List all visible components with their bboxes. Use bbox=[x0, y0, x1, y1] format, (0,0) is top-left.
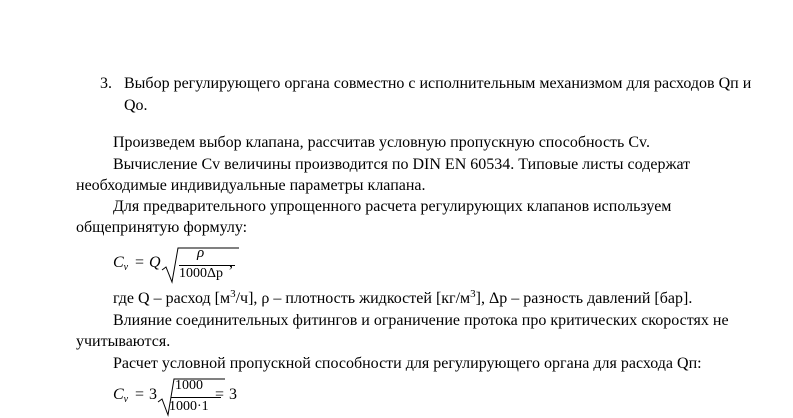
paragraph-valve-choice: Произведем выбор клапана, рассчитав условную пропускную способность Cv. bbox=[113, 134, 650, 151]
section-number: 3. bbox=[100, 75, 112, 92]
paragraph-formula-intro-line2: общепринятую формулу: bbox=[76, 219, 248, 236]
formula1-comma: , bbox=[229, 254, 233, 271]
section-title-line2: Qо. bbox=[124, 97, 148, 114]
formula1-numerator: ρ bbox=[197, 245, 205, 261]
paragraph-cv-qp-intro: Расчет условной пропускной способности для регулирующего органа для расхода Qп: bbox=[113, 355, 702, 372]
formula2-numerator: 1000 bbox=[175, 378, 203, 393]
paragraph-fittings-line1: Влияние соединительных фитингов и ограничение протока про критических скоростях не bbox=[113, 312, 729, 329]
paragraph-formula-intro-line1: Для предварительного упрощенного расчета регулирующих клапанов используем bbox=[113, 198, 672, 215]
formula1-eq: = bbox=[135, 254, 145, 271]
paragraph-cv-calc-line2: необходимые индивидуальные параметры клапана. bbox=[76, 177, 426, 194]
section-title-line1: Выбор регулирующего органа совместно с исполнительным механизмом для расходов Qп и bbox=[124, 75, 752, 92]
superscript-cubic-1: 3 bbox=[230, 288, 236, 300]
formula2-result: 3 bbox=[229, 386, 237, 403]
formula2-factor: 3 bbox=[149, 386, 157, 403]
paragraph-cv-calc-line1: Вычисление Cv величины производится по DIN EN 60534. Типовые листы содержат bbox=[113, 156, 691, 173]
formula2-lhs: $C_v$ bbox=[113, 386, 129, 405]
formula2-denominator: 1000·1 bbox=[169, 399, 209, 414]
formula1-factor: Q bbox=[149, 254, 161, 271]
superscript-cubic-2: 3 bbox=[470, 288, 476, 300]
formula2-eq: = bbox=[135, 386, 145, 403]
paragraph-fittings-line2: учитываются. bbox=[76, 333, 171, 350]
formula2-result-eq: = bbox=[215, 386, 225, 403]
formula1-lhs: $C_v$ bbox=[113, 254, 129, 273]
paragraph-variables-legend: где Q – расход $[м^3/ч]$, ρ – плотность жидкостей $[кг/м^3]$, Δр – разность давлений [бар]. bbox=[113, 288, 693, 307]
formula2-fraction-bar bbox=[171, 397, 221, 398]
formula1-denominator: 1000Δp bbox=[179, 266, 224, 281]
